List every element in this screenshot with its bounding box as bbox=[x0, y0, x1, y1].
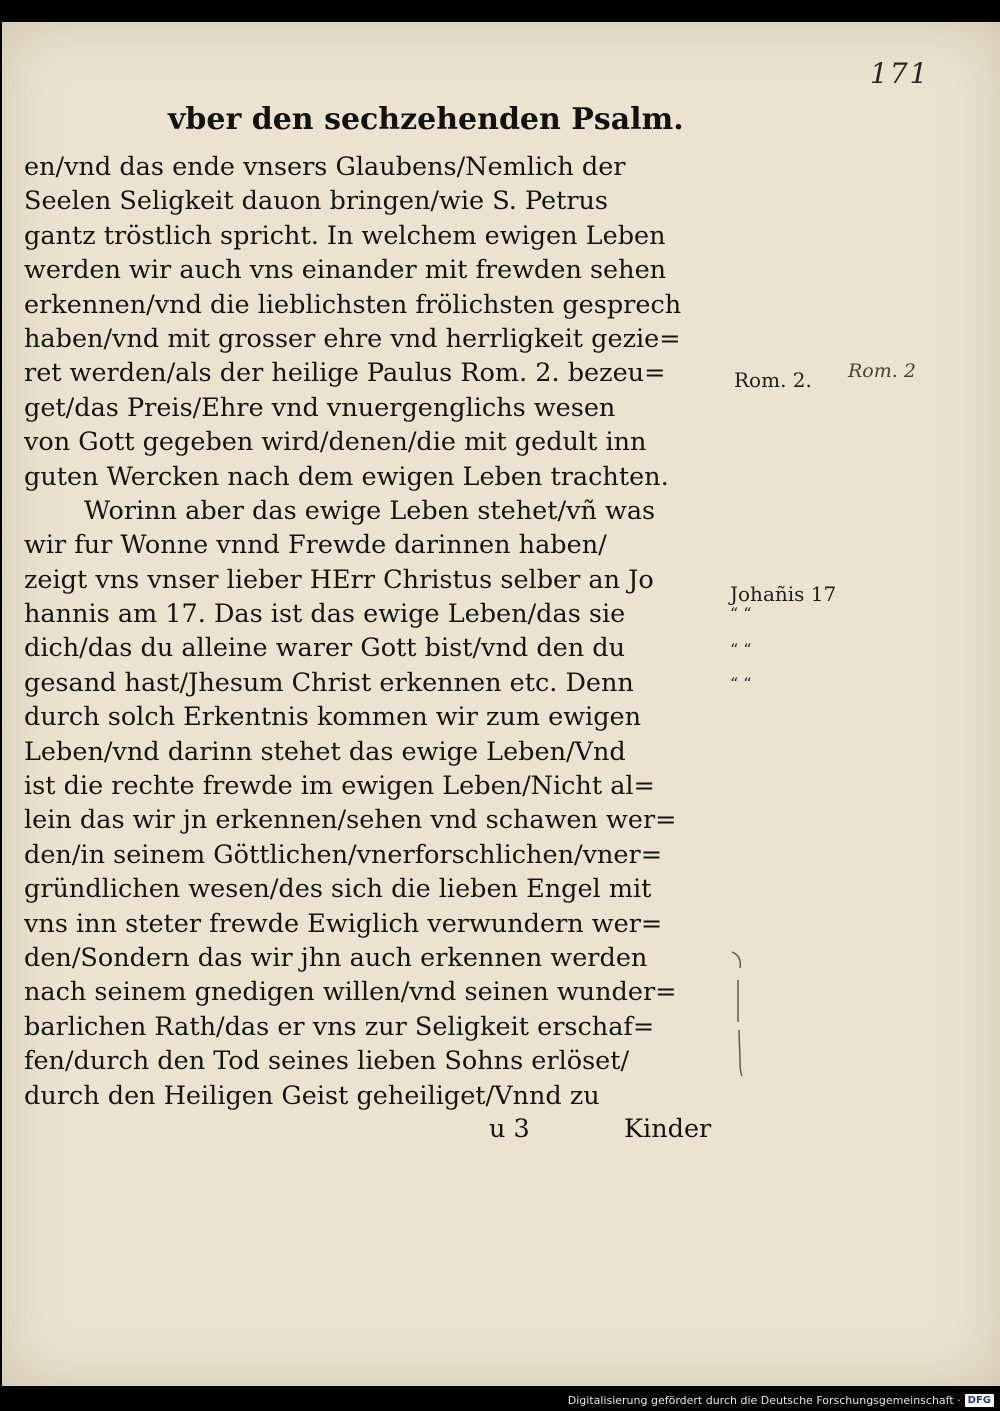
running-head: vber den sechzehenden Psalm. bbox=[168, 102, 684, 137]
ditto-quote-mark: “ “ bbox=[730, 604, 752, 623]
text-line: nach seinem gnedigen willen/vnd seinen wunder= bbox=[24, 977, 677, 1008]
text-line: vns inn steter frewde Ewiglich verwundern wer= bbox=[24, 908, 663, 939]
text-line: Leben/vnd darinn stehet das ewige Leben/Vnd bbox=[24, 736, 626, 767]
ditto-quote-mark: “ “ bbox=[730, 674, 752, 693]
book-page bbox=[2, 22, 1000, 1386]
text-line: dich/das du alleine warer Gott bist/vnd den du bbox=[24, 633, 626, 664]
dfg-logo: DFG bbox=[965, 1394, 994, 1407]
text-line: werden wir auch vns einander mit frewden sehen bbox=[24, 255, 667, 286]
text-line: lein das wir jn erkennen/sehen vnd schawen wer= bbox=[24, 805, 677, 836]
marginal-note-johannis: Johañis 17 bbox=[730, 582, 837, 606]
signature-mark: u 3 bbox=[489, 1114, 530, 1144]
ditto-quote-mark: “ “ bbox=[730, 640, 752, 659]
text-line: zeigt vns vnser lieber HErr Christus selber an Jo bbox=[24, 564, 654, 595]
text-line: guten Wercken nach dem ewigen Leben trachten. bbox=[24, 461, 669, 492]
text-line: den/in seinem Göttlichen/vnerforschlichen/vner= bbox=[24, 839, 663, 870]
text-line: hannis am 17. Das ist das ewige Leben/das sie bbox=[24, 599, 626, 630]
text-line: barlichen Rath/das er vns zur Seligkeit erschaf= bbox=[24, 1011, 655, 1042]
text-line: gründlichen wesen/des sich die lieben Engel mit bbox=[24, 874, 652, 905]
text-line: Seelen Seligkeit dauon bringen/wie S. Petrus bbox=[24, 186, 609, 217]
text-line: ist die rechte frewde im ewigen Leben/Nicht al= bbox=[24, 771, 655, 802]
catchword: Kinder bbox=[624, 1114, 712, 1144]
page-number: 171 bbox=[870, 57, 930, 90]
text-line: gesand hast/Jhesum Christ erkennen etc. Denn bbox=[24, 667, 634, 698]
text-line: von Gott gegeben wird/denen/die mit gedult inn bbox=[24, 427, 647, 458]
handwritten-note-rom: Rom. 2 bbox=[848, 360, 916, 382]
marginal-note-rom: Rom. 2. bbox=[734, 368, 812, 392]
text-line: get/das Preis/Ehre vnd vnuergenglichs wesen bbox=[24, 392, 616, 423]
text-line: durch den Heiligen Geist geheiliget/Vnnd zu bbox=[24, 1080, 600, 1111]
text-line: den/Sondern das wir jhn auch erkennen werden bbox=[24, 942, 648, 973]
text-line: durch solch Erkentnis kommen wir zum ewigen bbox=[24, 702, 642, 733]
text-line: haben/vnd mit grosser ehre vnd herrligkeit gezie= bbox=[24, 323, 681, 354]
text-line: fen/durch den Tod seines lieben Sohns erlöset/ bbox=[24, 1046, 630, 1077]
text-line: wir fur Wonne vnnd Frewde darinnen haben/ bbox=[24, 530, 607, 561]
catchword-row bbox=[24, 1114, 734, 1150]
footer-text: Digitalisierung gefördert durch die Deutsche Forschungsgemeinschaft · bbox=[567, 1394, 961, 1407]
text-line: gantz tröstlich spricht. In welchem ewigen Leben bbox=[24, 220, 666, 251]
funding-footer bbox=[568, 1394, 994, 1407]
text-line: erkennen/vnd die lieblichsten frölichsten gesprech bbox=[24, 289, 682, 320]
text-line: ret werden/als der heilige Paulus Rom. 2. bezeu= bbox=[24, 358, 666, 389]
text-line: en/vnd das ende vnsers Glaubens/Nemlich der bbox=[24, 152, 626, 182]
main-text-block bbox=[24, 150, 744, 1113]
paragraph-start-line: Worinn aber das ewige Leben stehet/vñ was bbox=[84, 495, 656, 526]
handwritten-bracket bbox=[730, 950, 744, 1078]
